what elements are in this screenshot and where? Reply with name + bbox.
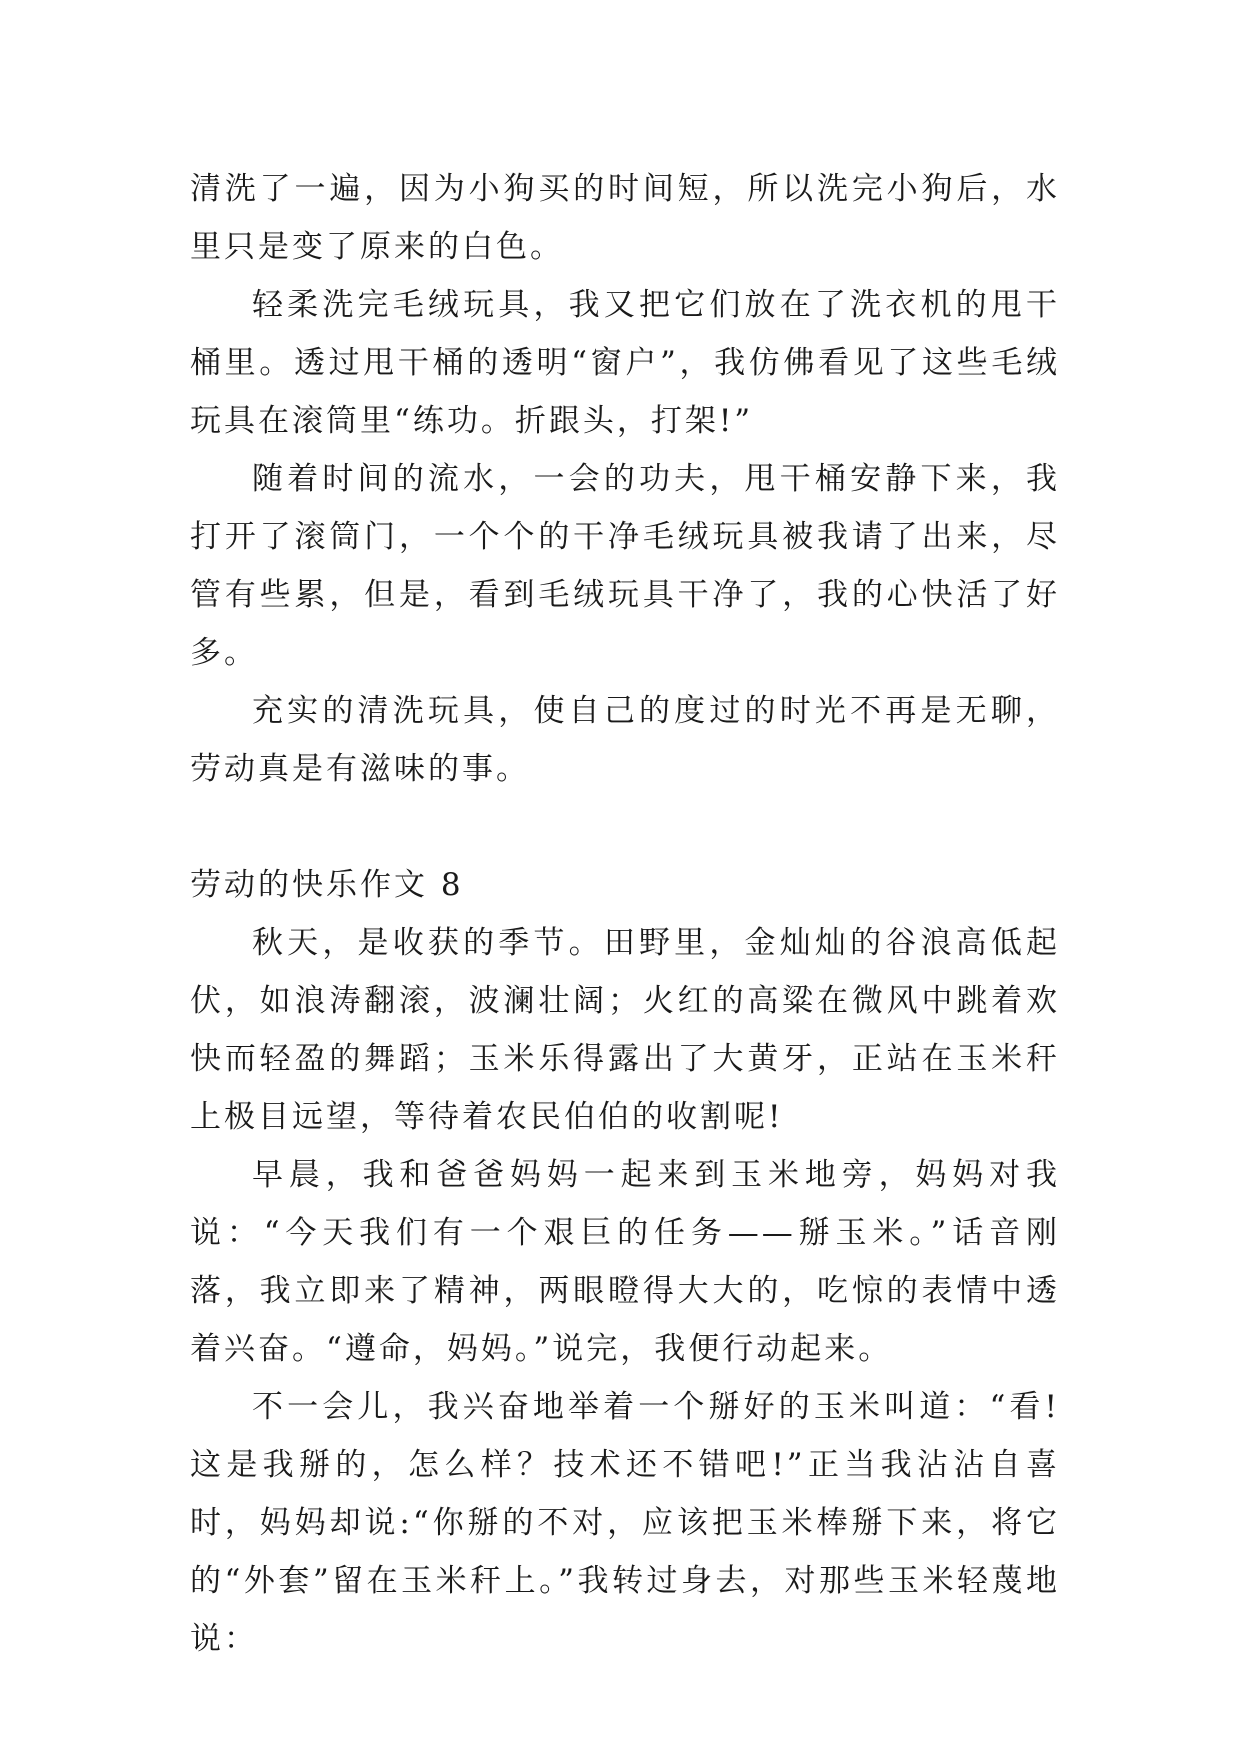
section-title: 劳动的快乐作文 8 (190, 867, 464, 903)
section-spacer (190, 798, 1060, 856)
paragraph: 不一会儿，我兴奋地举着一个掰好的玉米叫道：“看!这是我掰的，怎么样？技术还不错吧!”正当我沾沾自喜时，妈妈却说:“你掰的不对，应该把玉米棒掰下来，将它的“外套”留在玉米秆上。”我转过身去，对那些玉米轻蔑地说： (190, 1389, 1060, 1657)
paragraph: 充实的清洗玩具，使自己的度过的时光不再是无聊，劳动真是有滋味的事。 (190, 693, 1060, 787)
paragraph: 随着时间的流水，一会的功夫，甩干桶安静下来，我打开了滚筒门，一个个的干净毛绒玩具被我请了出来，尽管有些累，但是，看到毛绒玩具干净了，我的心快活了好多。 (190, 461, 1060, 671)
paragraph: 清洗了一遍，因为小狗买的时间短，所以洗完小狗后，水里只是变了原来的白色。 (190, 171, 1060, 265)
paragraph: 早晨，我和爸爸妈妈一起来到玉米地旁，妈妈对我说：“今天我们有一个艰巨的任务——掰玉米。”话音刚落，我立即来了精神，两眼瞪得大大的，吃惊的表情中透着兴奋。“遵命，妈妈。”说完，我便行动起来。 (190, 1157, 1060, 1367)
paragraph: 轻柔洗完毛绒玩具，我又把它们放在了洗衣机的甩干桶里。透过甩干桶的透明“窗户”，我仿佛看见了这些毛绒玩具在滚筒里“练功。折跟头，打架!” (190, 287, 1060, 439)
paragraph: 秋天，是收获的季节。田野里，金灿灿的谷浪高低起伏，如浪涛翻滚，波澜壮阔；火红的高粱在微风中跳着欢快而轻盈的舞蹈；玉米乐得露出了大黄牙，正站在玉米秆上极目远望，等待着农民伯伯的收割呢! (190, 925, 1060, 1135)
document-body (190, 160, 1060, 1668)
